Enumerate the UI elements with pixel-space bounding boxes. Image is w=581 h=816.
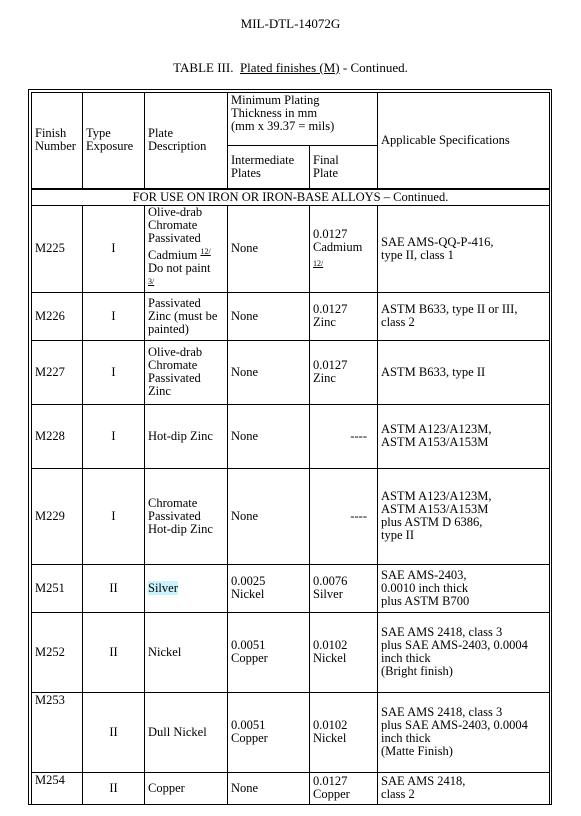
- table-row: [32, 404, 550, 468]
- table-title-prefix: TABLE III.: [173, 60, 234, 75]
- header-intermediate: Intermediate Plates: [228, 146, 310, 189]
- finish-number: M254: [32, 772, 83, 804]
- type-exposure: II: [83, 564, 145, 612]
- section-label: FOR USE ON IRON OR IRON-BASE ALLOYS – Continued.: [32, 189, 550, 206]
- intermediate-plate: 0.0025 Nickel: [228, 564, 310, 612]
- plate-description: Chromate Passivated Hot-dip Zinc: [145, 468, 228, 564]
- header-final: Final Plate: [310, 146, 378, 189]
- type-exposure: I: [83, 205, 145, 292]
- table-row: [32, 205, 550, 292]
- finish-number: M225: [32, 205, 83, 292]
- final-plate: 0.0102 Nickel: [310, 692, 378, 772]
- table-title-underlined: Plated finishes (M): [239, 60, 340, 75]
- header-finish-number: Finish Number: [32, 93, 83, 189]
- applicable-spec: SAE AMS 2418, class 3 plus SAE AMS-2403, 0.0004 inch thick (Matte Finish): [378, 692, 550, 772]
- intermediate-plate: None: [228, 404, 310, 468]
- table-row: [32, 340, 550, 404]
- plate-description: Passivated Zinc (must be painted): [145, 292, 228, 340]
- header-min-thickness: Minimum Plating Thickness in mm (mm x 39.37 = mils): [228, 93, 378, 146]
- type-exposure: I: [83, 340, 145, 404]
- finish-number: M252: [32, 612, 83, 692]
- final-plate: 0.0102 Nickel: [310, 612, 378, 692]
- final-plate: 0.0127 Zinc: [310, 292, 378, 340]
- intermediate-plate: None: [228, 205, 310, 292]
- finish-number: M226: [32, 292, 83, 340]
- type-exposure: I: [83, 468, 145, 564]
- applicable-spec: SAE AMS 2418, class 2: [378, 772, 550, 804]
- applicable-spec: SAE AMS 2418, class 3 plus SAE AMS-2403, 0.0004 inch thick (Bright finish): [378, 612, 550, 692]
- intermediate-plate: 0.0051 Copper: [228, 612, 310, 692]
- applicable-spec: ASTM B633, type II or III, class 2: [378, 292, 550, 340]
- intermediate-plate: 0.0051 Copper: [228, 692, 310, 772]
- final-plate: 0.0127 Copper: [310, 772, 378, 804]
- type-exposure: II: [83, 772, 145, 804]
- intermediate-plate: None: [228, 772, 310, 804]
- type-exposure: I: [83, 292, 145, 340]
- applicable-spec: SAE AMS-2403, 0.0010 inch thick plus ASTM B700: [378, 564, 550, 612]
- applicable-spec: SAE AMS-QQ-P-416, type II, class 1: [378, 205, 550, 292]
- plate-description: Copper: [145, 772, 228, 804]
- header-type-exposure: Type Exposure: [83, 93, 145, 189]
- applicable-spec: ASTM A123/A123M, ASTM A153/A153M plus ASTM D 6386, type II: [378, 468, 550, 564]
- final-plate: 0.0127 Zinc: [310, 340, 378, 404]
- type-exposure: I: [83, 404, 145, 468]
- applicable-spec: ASTM B633, type II: [378, 340, 550, 404]
- finish-number: M228: [32, 404, 83, 468]
- plate-description: Olive-drab Chromate Passivated Zinc: [145, 340, 228, 404]
- table-row: [32, 564, 550, 612]
- table-row: [32, 692, 550, 772]
- intermediate-plate: None: [228, 468, 310, 564]
- final-plate: 0.0127 Cadmium 12/: [310, 205, 378, 292]
- plate-description: Olive-drab Chromate Passivated Cadmium $^{12/}$ Do not paint $^{3/}$: [145, 205, 228, 292]
- finish-number: M251: [32, 564, 83, 612]
- finish-number: M227: [32, 340, 83, 404]
- final-plate: ----: [310, 404, 378, 468]
- applicable-spec: ASTM A123/A123M, ASTM A153/A153M: [378, 404, 550, 468]
- plate-description: Dull Nickel: [145, 692, 228, 772]
- plate-description: Nickel: [145, 612, 228, 692]
- plate-description: Hot-dip Zinc: [145, 404, 228, 468]
- type-exposure: II: [83, 612, 145, 692]
- header-applicable-specs: Applicable Specifications: [378, 93, 550, 189]
- header-plate-description: Plate Description: [145, 93, 228, 189]
- plated-finishes-table: [31, 92, 550, 805]
- highlighted-text: Silver: [148, 580, 178, 595]
- document-id: MIL-DTL-14072G: [240, 16, 341, 31]
- final-plate: ----: [310, 468, 378, 564]
- table-row: [32, 612, 550, 692]
- table-title-suffix: - Continued.: [339, 60, 408, 75]
- final-plate: 0.0076 Silver: [310, 564, 378, 612]
- table-row: [32, 468, 550, 564]
- table-title: [0, 60, 581, 76]
- intermediate-plate: None: [228, 292, 310, 340]
- finish-number: M229: [32, 468, 83, 564]
- table-row: [32, 772, 550, 804]
- table-row: [32, 292, 550, 340]
- intermediate-plate: None: [228, 340, 310, 404]
- plate-description: [145, 564, 228, 612]
- type-exposure: II: [83, 692, 145, 772]
- finish-number: M253: [32, 692, 83, 772]
